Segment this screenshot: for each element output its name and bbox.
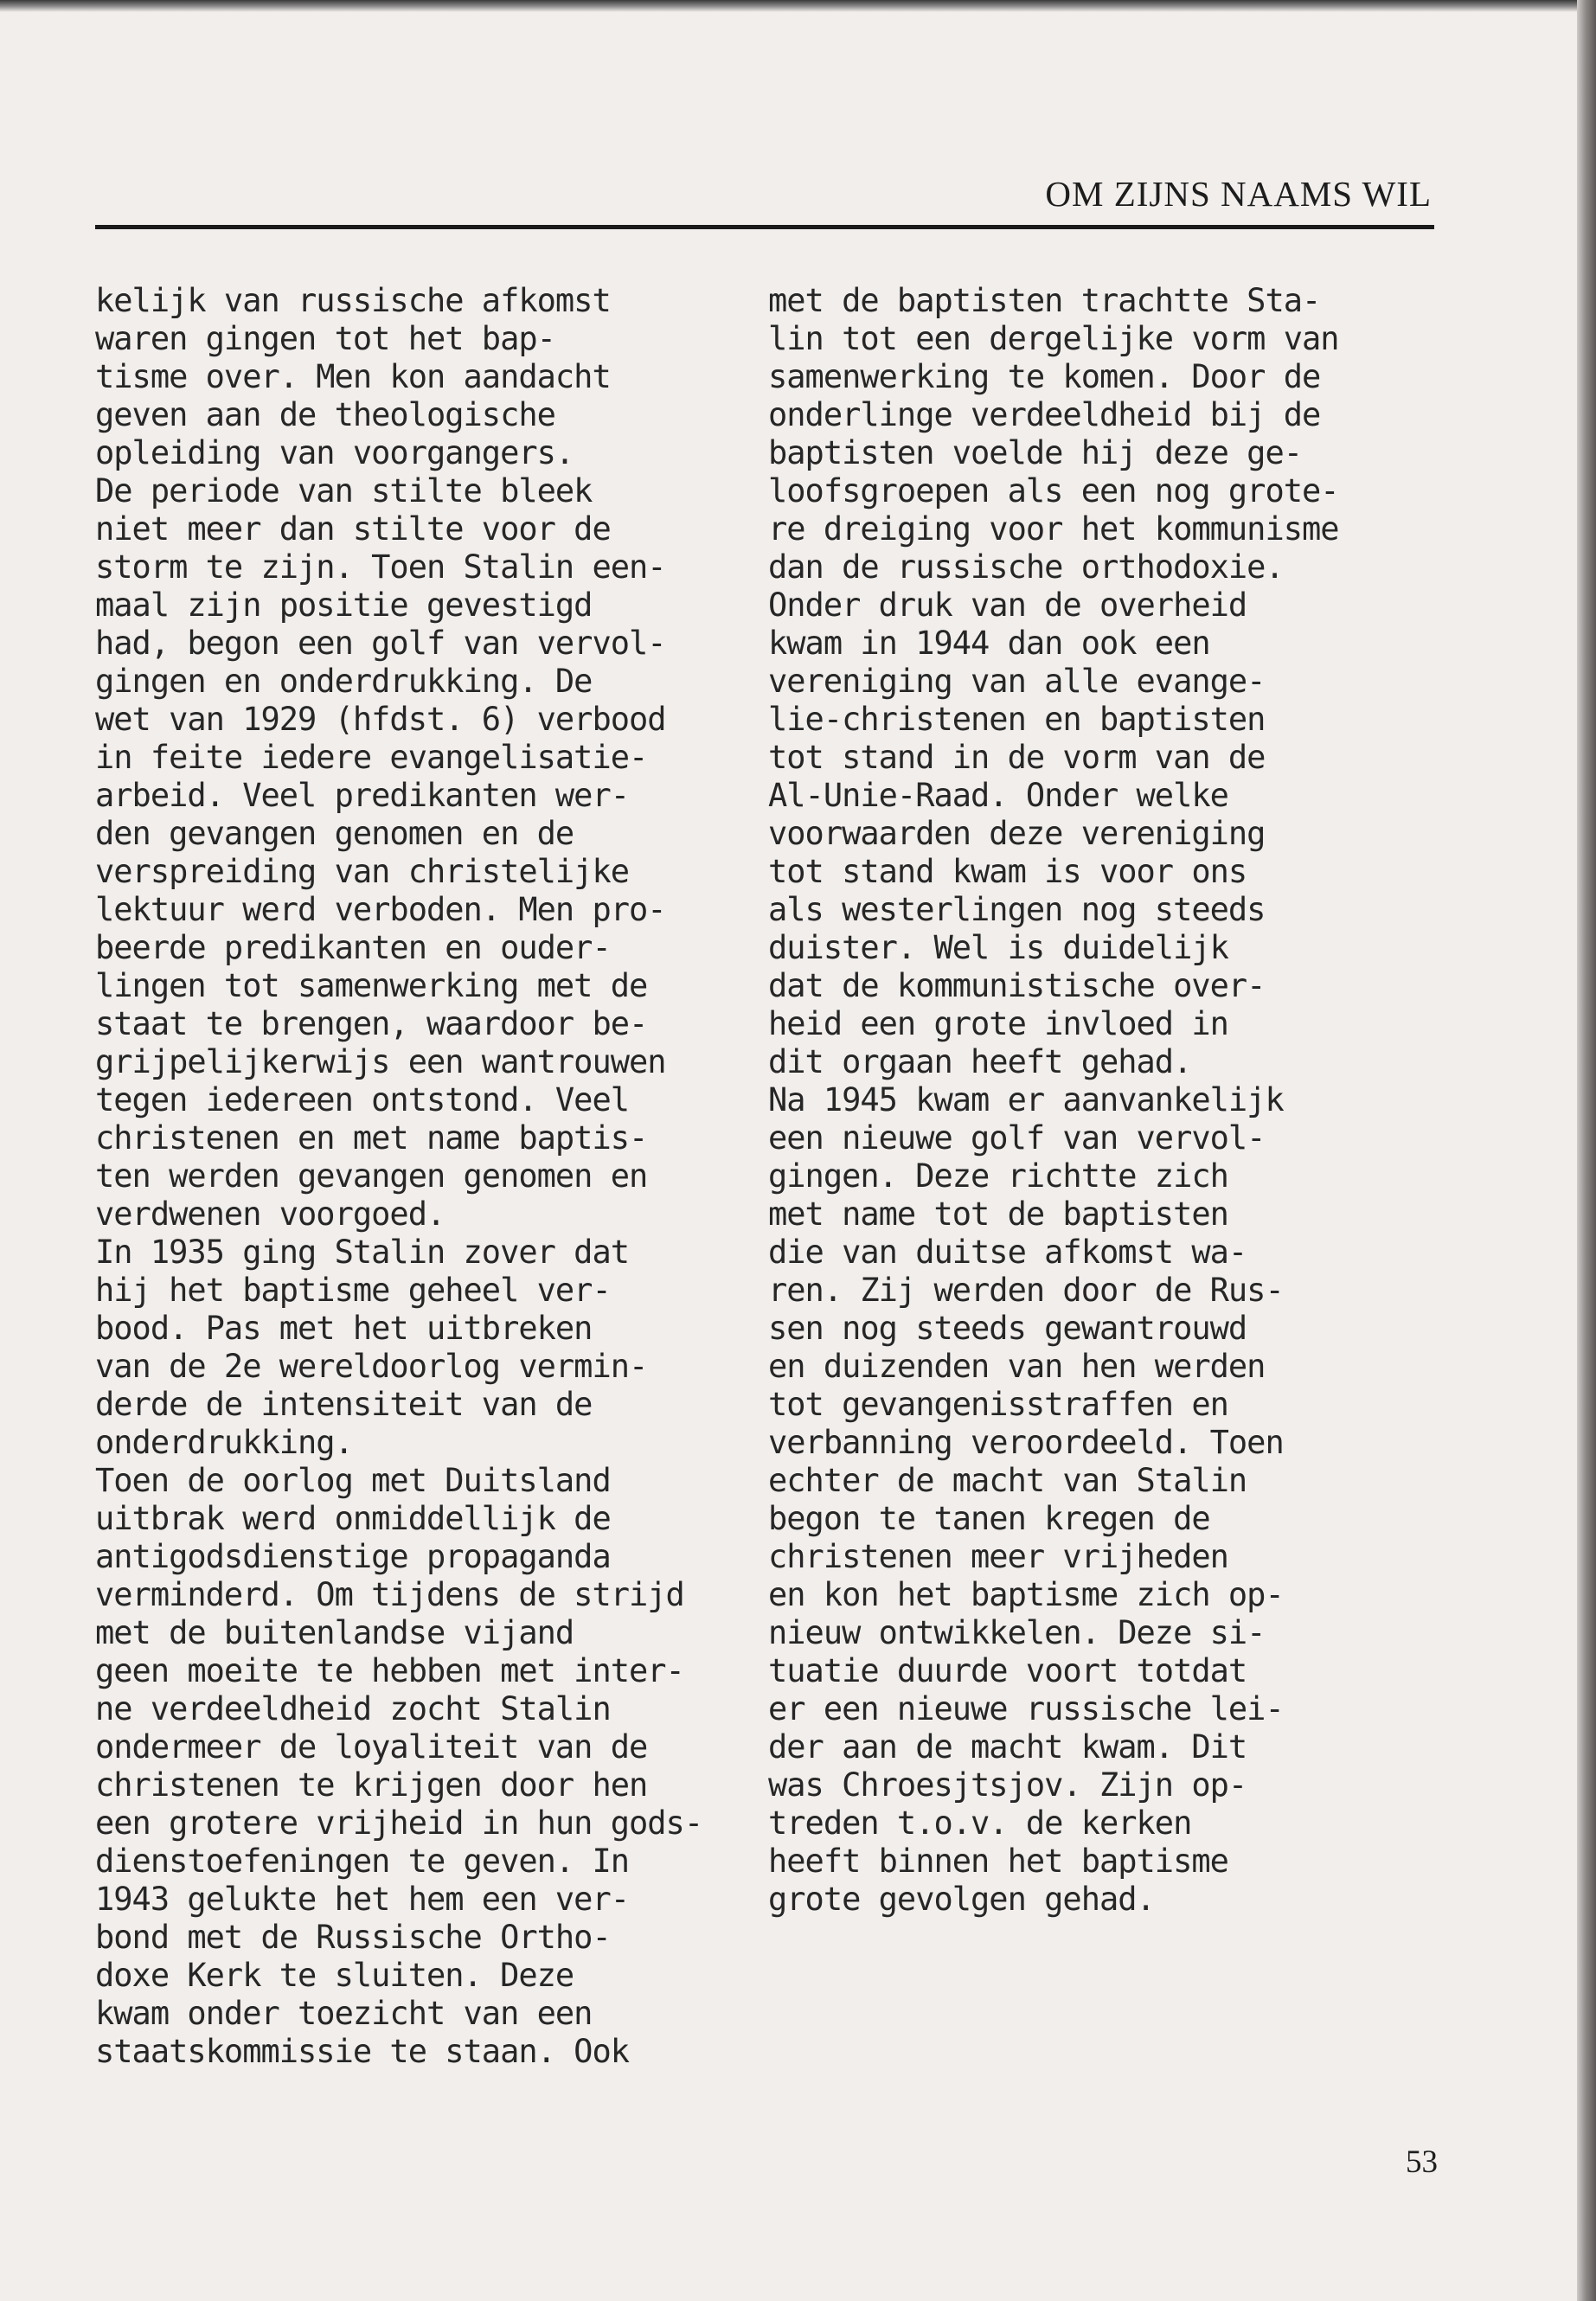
left-column-line: bood. Pas met het uitbreken xyxy=(95,1310,593,1347)
left-column-line: geven aan de theologische xyxy=(95,396,555,433)
right-column-line: nieuw ontwikkelen. Deze si- xyxy=(768,1614,1266,1651)
left-column-line: ten werden gevangen genomen en xyxy=(95,1157,648,1195)
right-column-line: kwam in 1944 dan ook een xyxy=(768,625,1210,662)
left-column-line: verspreiding van christelijke xyxy=(95,853,630,890)
right-column-line: heid een grote invloed in xyxy=(768,1005,1228,1042)
right-column-line: dat de kommunistische over- xyxy=(768,967,1266,1004)
left-column-line: verminderd. Om tijdens de strijd xyxy=(95,1576,684,1613)
left-column-line: beerde predikanten en ouder- xyxy=(95,929,611,966)
left-column-line: met de buitenlandse vijand xyxy=(95,1614,574,1651)
right-column-line: tuatie duurde voort totdat xyxy=(768,1652,1247,1689)
right-column-line: vereniging van alle evange- xyxy=(768,663,1266,700)
right-column-line: tot stand in de vorm van de xyxy=(768,739,1266,776)
left-column-line: In 1935 ging Stalin zover dat xyxy=(95,1234,630,1271)
header-rule xyxy=(95,225,1434,229)
right-column-line: een nieuwe golf van vervol- xyxy=(768,1119,1266,1157)
right-column-line: re dreiging voor het kommunisme xyxy=(768,510,1339,548)
left-column-line: dienstoefeningen te geven. In xyxy=(95,1843,630,1880)
right-column-line: verbanning veroordeeld. Toen xyxy=(768,1424,1284,1461)
right-column-line: tot stand kwam is voor ons xyxy=(768,853,1247,890)
right-column-line: sen nog steeds gewantrouwd xyxy=(768,1310,1247,1347)
right-column-line: gingen. Deze richtte zich xyxy=(768,1157,1228,1195)
left-column-line: opleiding van voorgangers. xyxy=(95,434,574,471)
right-column-line: begon te tanen kregen de xyxy=(768,1500,1210,1537)
left-column-line: had, begon een golf van vervol- xyxy=(95,625,666,662)
right-column-line: er een nieuwe russische lei- xyxy=(768,1690,1284,1727)
right-column-line: en kon het baptisme zich op- xyxy=(768,1576,1284,1613)
left-column-line: storm te zijn. Toen Stalin een- xyxy=(95,548,666,586)
right-column-line: Na 1945 kwam er aanvankelijk xyxy=(768,1081,1284,1118)
left-column-line: christenen te krijgen door hen xyxy=(95,1766,648,1804)
left-column-line: een grotere vrijheid in hun gods- xyxy=(95,1804,703,1842)
left-column-line: kwam onder toezicht van een xyxy=(95,1995,593,2032)
right-column-line: dan de russische orthodoxie. xyxy=(768,548,1284,586)
page-number: 53 xyxy=(1406,2144,1438,2180)
right-column-line: samenwerking te komen. Door de xyxy=(768,358,1321,395)
left-text-column xyxy=(95,282,702,2071)
left-column-line: grijpelijkerwijs een wantrouwen xyxy=(95,1043,666,1080)
right-column-line: tot gevangenisstraffen en xyxy=(768,1386,1228,1423)
right-column-line: was Chroesjtsjov. Zijn op- xyxy=(768,1766,1247,1804)
left-column-line: lektuur werd verboden. Men pro- xyxy=(95,891,666,928)
right-column-line: voorwaarden deze vereniging xyxy=(768,815,1266,852)
left-column-line: ondermeer de loyaliteit van de xyxy=(95,1728,648,1766)
left-column-line: hij het baptisme geheel ver- xyxy=(95,1272,611,1309)
left-column-line: kelijk van russische afkomst xyxy=(95,282,611,319)
left-column-line: 1943 gelukte het hem een ver- xyxy=(95,1881,630,1918)
left-column-line: ne verdeeldheid zocht Stalin xyxy=(95,1690,611,1727)
right-column-line: der aan de macht kwam. Dit xyxy=(768,1728,1247,1766)
left-column-line: den gevangen genomen en de xyxy=(95,815,574,852)
right-column-line: baptisten voelde hij deze ge- xyxy=(768,434,1303,471)
right-column-line: echter de macht van Stalin xyxy=(768,1462,1247,1499)
running-title: OM ZIJNS NAAMS WIL xyxy=(1045,174,1432,214)
left-column-line: onderdrukking. xyxy=(95,1424,353,1461)
right-column-line: heeft binnen het baptisme xyxy=(768,1843,1228,1880)
right-column-line: ren. Zij werden door de Rus- xyxy=(768,1272,1284,1309)
right-column-line: lin tot een dergelijke vorm van xyxy=(768,320,1339,357)
left-column-line: wet van 1929 (hfdst. 6) verbood xyxy=(95,701,666,738)
left-column-line: Toen de oorlog met Duitsland xyxy=(95,1462,611,1499)
left-column-line: in feite iedere evangelisatie- xyxy=(95,739,648,776)
right-column-line: als westerlingen nog steeds xyxy=(768,891,1266,928)
right-column-line: onderlinge verdeeldheid bij de xyxy=(768,396,1321,433)
left-column-line: arbeid. Veel predikanten wer- xyxy=(95,777,630,814)
right-column-line: Al-Unie-Raad. Onder welke xyxy=(768,777,1228,814)
left-column-line: antigodsdienstige propaganda xyxy=(95,1538,611,1575)
right-column-line: Onder druk van de overheid xyxy=(768,586,1247,624)
left-column-line: gingen en onderdrukking. De xyxy=(95,663,593,700)
right-column-line: lie-christenen en baptisten xyxy=(768,701,1266,738)
left-column-line: De periode van stilte bleek xyxy=(95,472,593,510)
right-column-line: treden t.o.v. de kerken xyxy=(768,1804,1192,1842)
right-column-line: met de baptisten trachtte Sta- xyxy=(768,282,1321,319)
scan-right-edge xyxy=(1577,0,1596,2301)
right-column-line: en duizenden van hen werden xyxy=(768,1348,1266,1385)
right-column-line: dit orgaan heeft gehad. xyxy=(768,1043,1192,1080)
left-column-line: doxe Kerk te sluiten. Deze xyxy=(95,1957,574,1994)
left-column-line: van de 2e wereldoorlog vermin- xyxy=(95,1348,648,1385)
left-column-line: lingen tot samenwerking met de xyxy=(95,967,648,1004)
right-column-line: loofsgroepen als een nog grote- xyxy=(768,472,1339,510)
right-column-line: met name tot de baptisten xyxy=(768,1195,1228,1233)
left-column-line: christenen en met name baptis- xyxy=(95,1119,648,1157)
left-column-line: tegen iedereen ontstond. Veel xyxy=(95,1081,630,1118)
right-column-line: die van duitse afkomst wa- xyxy=(768,1234,1247,1271)
left-column-line: staatskommissie te staan. Ook xyxy=(95,2033,630,2070)
left-column-line: uitbrak werd onmiddellijk de xyxy=(95,1500,611,1537)
left-column-line: tisme over. Men kon aandacht xyxy=(95,358,611,395)
left-column-line: niet meer dan stilte voor de xyxy=(95,510,611,548)
scan-top-shadow xyxy=(0,0,1596,12)
right-column-line: grote gevolgen gehad. xyxy=(768,1881,1155,1918)
right-column-line: duister. Wel is duidelijk xyxy=(768,929,1228,966)
left-column-line: geen moeite te hebben met inter- xyxy=(95,1652,684,1689)
left-column-line: verdwenen voorgoed. xyxy=(95,1195,445,1233)
left-column-line: derde de intensiteit van de xyxy=(95,1386,593,1423)
right-column-line: christenen meer vrijheden xyxy=(768,1538,1228,1575)
left-column-line: staat te brengen, waardoor be- xyxy=(95,1005,648,1042)
right-text-column xyxy=(768,282,1339,1919)
left-column-line: maal zijn positie gevestigd xyxy=(95,586,593,624)
left-column-line: bond met de Russische Ortho- xyxy=(95,1919,611,1956)
left-column-line: waren gingen tot het bap- xyxy=(95,320,555,357)
